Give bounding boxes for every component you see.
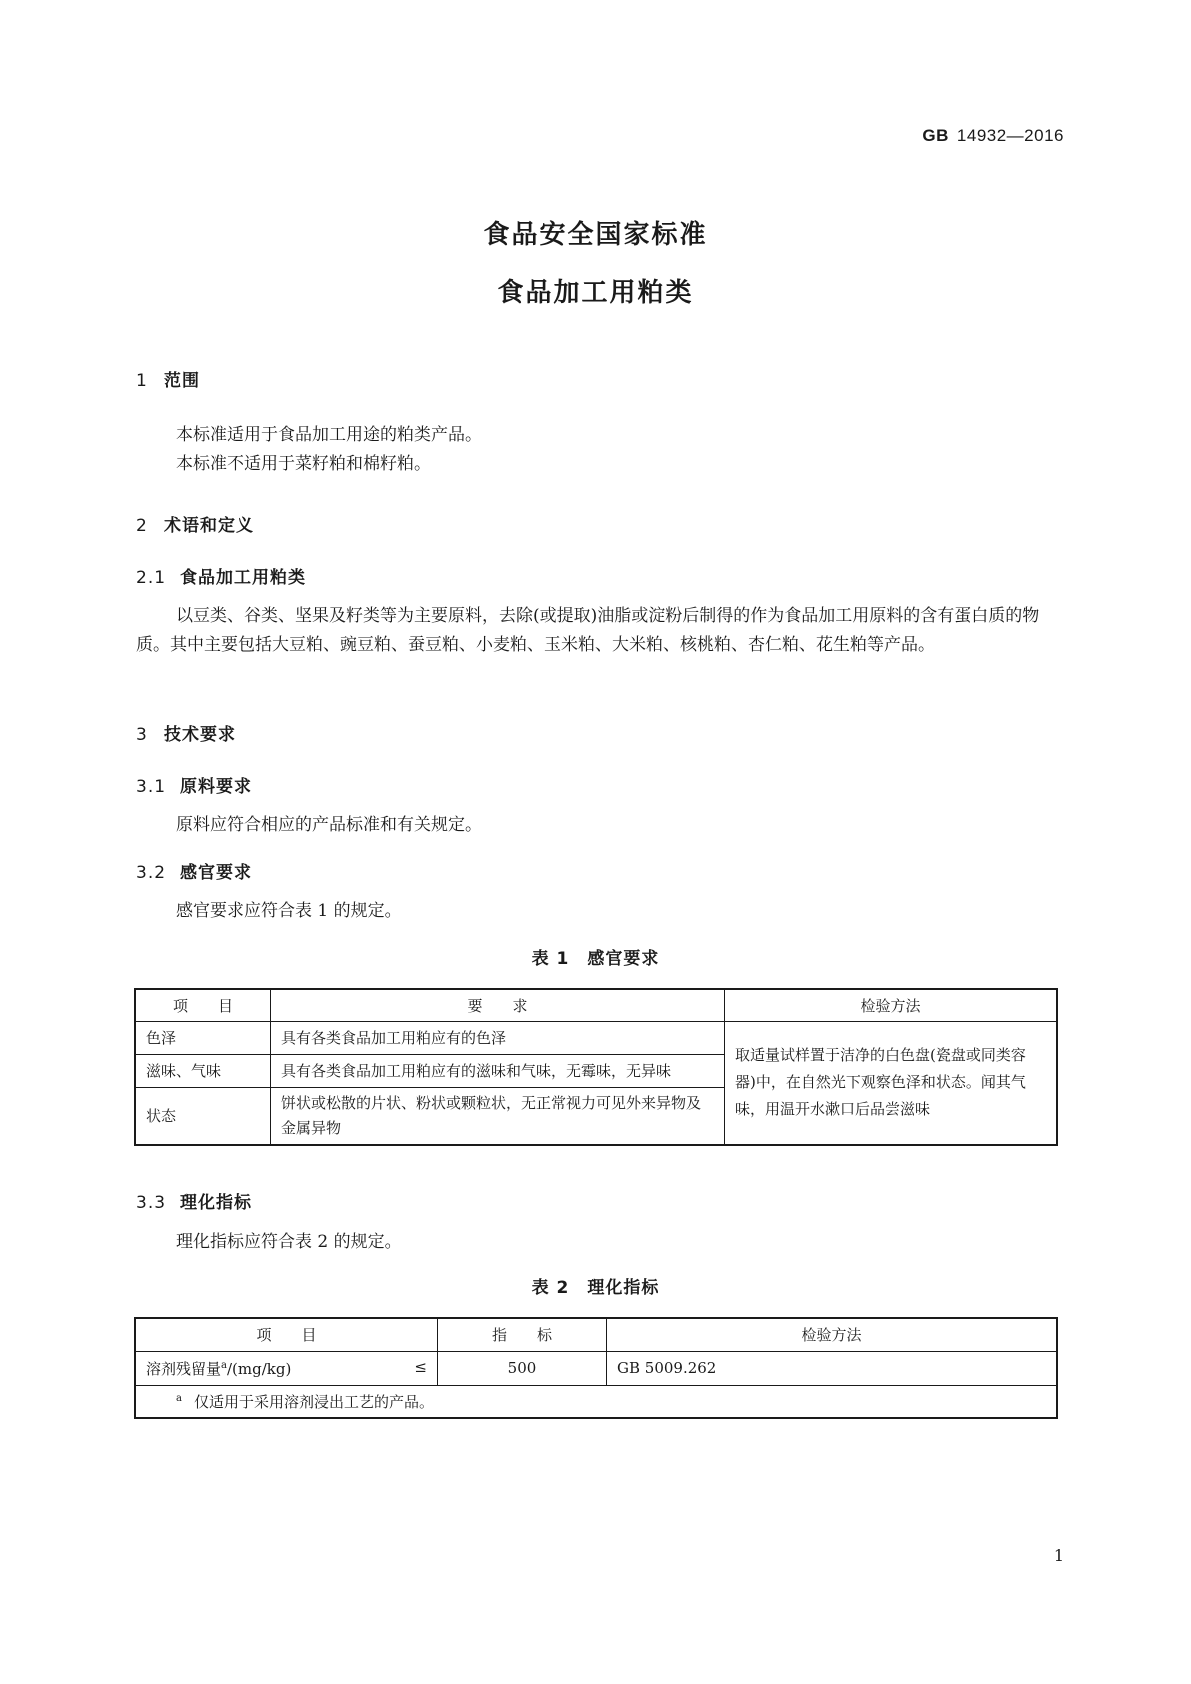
column-header-method: 检验方法 bbox=[725, 989, 1058, 1021]
row-requirement: 具有各类食品加工用粕应有的色泽 bbox=[271, 1021, 725, 1054]
column-header-requirement: 要 求 bbox=[271, 989, 725, 1021]
table-1-caption: 表 1 感官要求 bbox=[531, 949, 660, 969]
section-heading-3-1: 3.1 原料要求 bbox=[136, 777, 252, 797]
row-item-name: 溶剂残留量 bbox=[146, 1359, 222, 1378]
column-header-index: 指 标 bbox=[438, 1318, 607, 1351]
page-number: 1 bbox=[1053, 1546, 1064, 1565]
section-heading-1: 1 范围 bbox=[136, 371, 200, 391]
row-item: 色泽 bbox=[135, 1021, 271, 1054]
row-method: GB 5009.262 bbox=[607, 1351, 1058, 1385]
document-title: 食品安全国家标准 bbox=[483, 220, 708, 250]
row-item bbox=[135, 1351, 438, 1385]
row-requirement: 具有各类食品加工用粕应有的滋味和气味，无霉味，无异味 bbox=[271, 1054, 725, 1087]
table-row bbox=[135, 1351, 1057, 1385]
row-requirement: 饼状或松散的片状、粉状或颗粒状，无正常视力可见外来异物及金属异物 bbox=[271, 1087, 725, 1145]
footnote-mark: a bbox=[176, 1392, 182, 1404]
table-header-row bbox=[135, 989, 1057, 1021]
column-header-item: 项 目 bbox=[135, 989, 271, 1021]
row-item-unit: /(mg/kg) bbox=[226, 1359, 292, 1378]
section-2-1-paragraph: 以豆类、谷类、坚果及籽类等为主要原料，去除(或提取)油脂或淀粉后制得的作为食品加工用原料的含有蛋白质的物质。其中主要包括大豆粕、豌豆粕、蚕豆粕、小麦粕、玉米粕、大米粕、核桃粕、杏仁粕、花生粕等产品。 bbox=[136, 606, 1040, 655]
section-1-paragraph-1: 本标准适用于食品加工用途的粕类产品。 bbox=[176, 425, 482, 445]
section-heading-3: 3 技术要求 bbox=[136, 725, 236, 745]
row-index-value: 500 bbox=[438, 1351, 607, 1385]
row-item: 滋味、气味 bbox=[135, 1054, 271, 1087]
table-footnote-row bbox=[135, 1385, 1057, 1418]
standard-code bbox=[922, 126, 1064, 146]
section-1-paragraph-2: 本标准不适用于菜籽粕和棉籽粕。 bbox=[176, 454, 431, 474]
table-footnote bbox=[135, 1385, 1057, 1418]
section-heading-2: 2 术语和定义 bbox=[136, 516, 254, 536]
table-row bbox=[135, 1021, 1057, 1054]
document-subtitle: 食品加工用粕类 bbox=[497, 278, 694, 308]
footnote-text: 仅适用于采用溶剂浸出工艺的产品。 bbox=[193, 1392, 434, 1411]
section-heading-2-1: 2.1 食品加工用粕类 bbox=[136, 568, 306, 588]
table-header-row bbox=[135, 1318, 1057, 1351]
section-3-1-paragraph: 原料应符合相应的产品标准和有关规定。 bbox=[176, 815, 482, 835]
standard-prefix: GB bbox=[922, 126, 949, 145]
section-heading-3-3: 3.3 理化指标 bbox=[136, 1193, 252, 1213]
table-2-caption: 表 2 理化指标 bbox=[531, 1278, 660, 1298]
section-3-3-paragraph: 理化指标应符合表 2 的规定。 bbox=[176, 1232, 402, 1252]
footnote-marker: a bbox=[221, 1359, 227, 1371]
section-3-2-paragraph: 感官要求应符合表 1 的规定。 bbox=[176, 901, 402, 921]
section-heading-3-2: 3.2 感官要求 bbox=[136, 863, 252, 883]
row-method: 取适量试样置于洁净的白色盘(瓷盘或同类容器)中，在自然光下观察色泽和状态。闻其气味，用温开水漱口后品尝滋味 bbox=[725, 1021, 1058, 1145]
column-header-method: 检验方法 bbox=[607, 1318, 1058, 1351]
row-item: 状态 bbox=[135, 1087, 271, 1145]
row-item-operator: ≤ bbox=[414, 1357, 427, 1376]
column-header-item: 项 目 bbox=[135, 1318, 438, 1351]
table-1-sensory-requirements bbox=[134, 988, 1058, 1146]
standard-number: 14932—2016 bbox=[956, 126, 1064, 145]
table-2-physicochemical-indices bbox=[134, 1317, 1058, 1419]
